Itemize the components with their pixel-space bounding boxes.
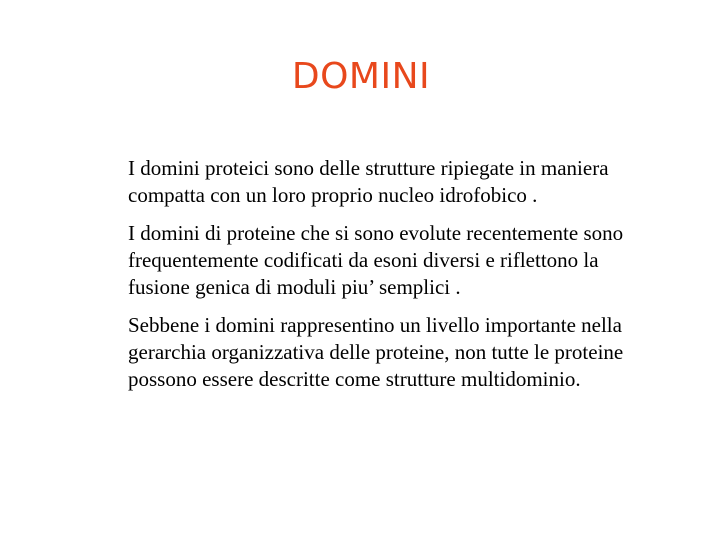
paragraph-3: Sebbene i domini rappresentino un livello importante nella gerarchia organizzativa delle proteine, non tutte le proteine possono essere descritte come strutture multidominio.	[128, 313, 624, 391]
paragraph-1: I domini proteici sono delle strutture ripiegate in maniera compatta con un loro proprio nucleo idrofobico .	[128, 156, 609, 207]
slide-title: DOMINI	[291, 56, 431, 97]
slide-body	[128, 155, 658, 404]
paragraph-2: I domini di proteine che si sono evolute recentemente sono frequentemente codificati da esoni diversi e riflettono la fusione genica di moduli piu’ semplici .	[128, 221, 624, 299]
